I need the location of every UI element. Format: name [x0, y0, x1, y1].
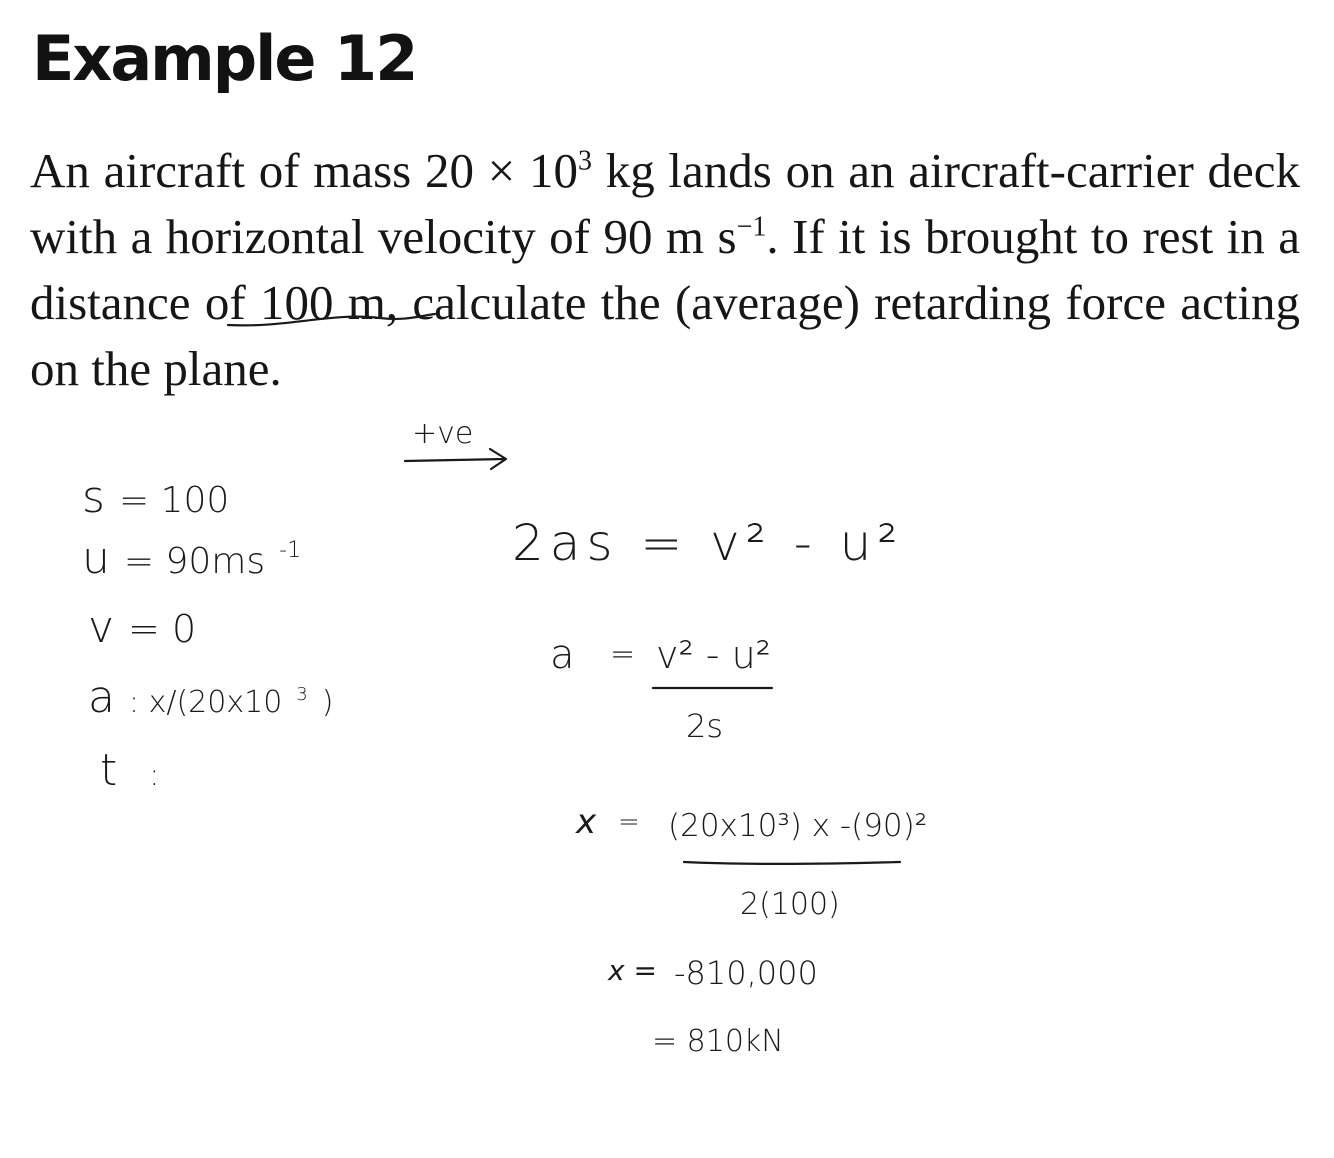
- final-answer: = 810kN: [652, 1024, 784, 1059]
- result-value: -810,000: [674, 954, 818, 992]
- mass-exponent: 3: [578, 145, 593, 177]
- motion-equation: 2as = v² - u²: [512, 514, 904, 572]
- given-u-label: u: [82, 533, 110, 584]
- given-a-exponent: 3: [296, 684, 308, 705]
- x-equals: =: [618, 807, 640, 837]
- given-v: [88, 602, 196, 653]
- given-u: [82, 533, 301, 584]
- given-t-value: :: [149, 758, 160, 793]
- given-a: [88, 660, 333, 723]
- given-v-label: v: [88, 602, 115, 653]
- given-s-label: s: [82, 472, 105, 523]
- a-denominator: 2s: [686, 707, 724, 745]
- given-s: [82, 472, 229, 523]
- x-denominator: 2(100): [740, 887, 840, 922]
- result-lhs: x =: [608, 954, 657, 987]
- a-lhs: a: [550, 632, 575, 678]
- given-a-value: : x/(20x10: [128, 685, 283, 720]
- givens-list: [82, 472, 333, 796]
- underline-stroke: [228, 314, 435, 325]
- problem-text-3: . If it is brought: [766, 209, 1091, 264]
- problem-text-2: kg lands on an aircraft-carrier deck with a horizontal velocity of 90 m s: [30, 143, 1300, 264]
- velocity-exponent: −1: [736, 211, 767, 243]
- given-v-value: = 0: [128, 607, 197, 651]
- a-equals: =: [610, 637, 636, 672]
- a-numerator: v² - u²: [656, 633, 771, 677]
- underlined-phrase: to rest: [1090, 209, 1214, 264]
- given-t-label: t: [100, 745, 118, 796]
- problem-text-1: An aircraft of mass 20 × 10: [30, 143, 579, 198]
- given-a-tail: ): [321, 685, 334, 720]
- given-t: [100, 745, 159, 796]
- given-u-value: = 90ms: [123, 541, 266, 582]
- x-lhs: x: [576, 802, 597, 842]
- given-s-value: = 100: [118, 480, 230, 521]
- direction-arrow: [405, 449, 506, 469]
- given-u-exponent: -1: [279, 538, 302, 563]
- x-numerator: (20x10³) x -(90)²: [668, 808, 928, 844]
- example-title: Example 12: [32, 22, 417, 95]
- problem-text-4: in a distance of 100 m, calculate the (average) retarding force acting on the plane.: [30, 209, 1300, 396]
- given-a-label: a: [88, 672, 115, 723]
- direction-label: +ve: [412, 416, 474, 451]
- x-fraction-bar: [684, 862, 900, 864]
